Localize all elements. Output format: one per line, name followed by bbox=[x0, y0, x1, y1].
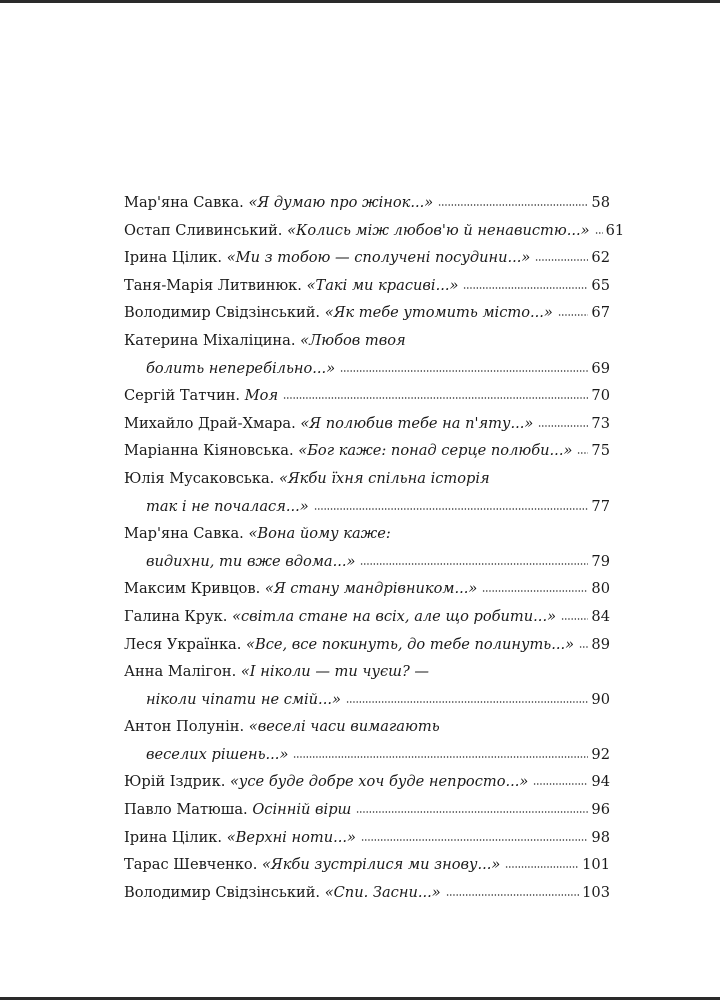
dot-leader bbox=[579, 646, 588, 648]
toc-entry bbox=[124, 713, 610, 741]
toc-title-continuation: видихни, ти вже вдома...» bbox=[146, 552, 356, 570]
toc-author: Леся Українка. bbox=[124, 635, 242, 653]
dot-leader bbox=[314, 508, 589, 510]
toc-page-number: 58 bbox=[591, 194, 610, 211]
toc-author: Юлія Мусаковська. bbox=[124, 469, 275, 487]
toc-page-number: 79 bbox=[591, 552, 610, 570]
dot-leader bbox=[293, 756, 588, 758]
dot-leader bbox=[283, 397, 588, 399]
toc-page-number: 65 bbox=[591, 276, 610, 294]
toc-title-continuation: ніколи чіпати не смій...» bbox=[146, 690, 341, 708]
toc-title-continuation: веселих рішень...» bbox=[146, 745, 289, 763]
dot-leader bbox=[446, 894, 579, 896]
toc-entry bbox=[124, 189, 610, 217]
toc-author: Мар'яна Савка. bbox=[124, 525, 244, 543]
dot-leader bbox=[340, 370, 588, 372]
toc-title-continuation: так і не почалася...» bbox=[146, 497, 309, 515]
toc-page-number: 61 bbox=[605, 221, 625, 239]
toc-title: «веселі часи вимагають bbox=[248, 718, 440, 736]
toc-entry bbox=[124, 465, 610, 493]
toc-title: «Бог каже: понад серце полюби...» bbox=[298, 442, 573, 460]
dot-leader bbox=[505, 866, 579, 868]
toc-entry bbox=[124, 575, 610, 603]
toc-title: «Все, все покинуть, до тебе полинуть...» bbox=[246, 635, 575, 653]
toc-title: «Якби зустрілися ми знову...» bbox=[262, 856, 501, 874]
toc-author: Таня-Марія Литвинюк. bbox=[124, 276, 302, 294]
toc-page-number: 75 bbox=[591, 442, 610, 460]
toc-page-number: 70 bbox=[591, 387, 610, 405]
toc-page-number: 77 bbox=[591, 497, 610, 515]
toc-author: Сергій Татчин. bbox=[124, 387, 241, 405]
toc-entry bbox=[124, 658, 610, 686]
page-edge-top bbox=[0, 0, 720, 3]
toc-author: Катерина Міхаліцина. bbox=[124, 331, 296, 349]
dot-leader bbox=[360, 563, 588, 565]
toc-page-number: 103 bbox=[582, 883, 610, 901]
toc-entry-continuation bbox=[124, 493, 610, 521]
toc-title: Осінній вірш bbox=[252, 801, 352, 819]
toc-entry bbox=[124, 851, 610, 879]
toc-page-number: 94 bbox=[591, 773, 610, 791]
toc-title: «Ми з тобою — сполучені посудини...» bbox=[226, 249, 531, 267]
toc-entry bbox=[124, 824, 610, 852]
toc-entry-continuation bbox=[124, 355, 610, 383]
toc-entry bbox=[124, 410, 610, 438]
toc-author: Галина Крук. bbox=[124, 607, 228, 625]
toc-author: Анна Малігон. bbox=[124, 663, 237, 681]
toc-entry bbox=[124, 217, 625, 245]
toc-page-number: 67 bbox=[591, 304, 610, 322]
toc-title: «І ніколи — ти чуєш? — bbox=[240, 663, 430, 681]
toc-title: «Якби їхня спільна історія bbox=[278, 469, 490, 487]
toc-page-number: 89 bbox=[591, 635, 610, 653]
dot-leader bbox=[438, 204, 588, 206]
toc-page-number: 62 bbox=[591, 249, 610, 267]
dot-leader bbox=[346, 701, 589, 703]
toc-title: «Спи. Засни...» bbox=[324, 883, 441, 901]
dot-leader bbox=[535, 259, 588, 261]
toc-title: «Як тебе утомить місто...» bbox=[324, 304, 553, 322]
toc-page-number: 80 bbox=[591, 580, 610, 598]
toc-title: «усе буде добре хоч буде непросто...» bbox=[229, 773, 529, 791]
toc-entry bbox=[124, 382, 610, 410]
toc-title: «Верхні ноти...» bbox=[226, 828, 356, 846]
table-of-contents bbox=[124, 189, 625, 906]
toc-author: Павло Матюша. bbox=[124, 801, 248, 819]
dot-leader bbox=[561, 618, 588, 620]
toc-title: «Я думаю про жінок...» bbox=[248, 194, 434, 211]
toc-entry bbox=[124, 520, 610, 548]
dot-leader bbox=[361, 839, 588, 841]
toc-entry-continuation bbox=[124, 741, 610, 769]
toc-author: Ірина Цілик. bbox=[124, 249, 223, 267]
toc-page-number: 101 bbox=[582, 856, 610, 874]
toc-entry bbox=[124, 603, 610, 631]
toc-author: Михайло Драй-Хмара. bbox=[124, 414, 296, 432]
toc-author: Маріанна Кіяновська. bbox=[124, 442, 294, 460]
toc-entry bbox=[124, 244, 610, 272]
toc-title: Моя bbox=[244, 387, 279, 405]
dot-leader bbox=[558, 314, 589, 316]
toc-author: Володимир Свідзінський. bbox=[124, 883, 321, 901]
dot-leader bbox=[482, 590, 588, 592]
toc-page-number: 69 bbox=[591, 359, 610, 377]
dot-leader bbox=[533, 783, 588, 785]
toc-title: «Колись між любов'ю й ненавистю...» bbox=[287, 221, 590, 239]
toc-page-number: 92 bbox=[591, 745, 610, 763]
toc-page-number: 84 bbox=[591, 607, 610, 625]
dot-leader bbox=[595, 232, 603, 234]
toc-author: Антон Полунін. bbox=[124, 718, 245, 736]
toc-entry bbox=[124, 327, 610, 355]
toc-title: «Я стану мандрівником...» bbox=[264, 580, 478, 598]
toc-author: Тарас Шевченко. bbox=[124, 856, 258, 874]
dot-leader bbox=[356, 811, 588, 813]
toc-title: «Вона йому каже: bbox=[248, 525, 391, 543]
toc-author: Остап Сливинський. bbox=[124, 221, 283, 239]
toc-title: «Я полюбив тебе на п'яту...» bbox=[300, 414, 534, 432]
toc-entry bbox=[124, 879, 610, 907]
toc-author: Максим Кривцов. bbox=[124, 580, 261, 598]
toc-title: «Любов твоя bbox=[300, 331, 406, 349]
dot-leader bbox=[463, 287, 588, 289]
toc-entry bbox=[124, 796, 610, 824]
toc-author: Ірина Цілик. bbox=[124, 828, 223, 846]
toc-entry bbox=[124, 437, 610, 465]
toc-author: Юрій Іздрик. bbox=[124, 773, 226, 791]
toc-author: Мар'яна Савка. bbox=[124, 194, 244, 211]
toc-title: «Такі ми красиві...» bbox=[306, 276, 459, 294]
toc-entry bbox=[124, 768, 610, 796]
toc-page-number: 73 bbox=[591, 414, 610, 432]
toc-entry-continuation bbox=[124, 548, 610, 576]
toc-page-number: 90 bbox=[591, 690, 610, 708]
toc-entry bbox=[124, 272, 610, 300]
toc-page-number: 96 bbox=[591, 801, 610, 819]
dot-leader bbox=[577, 452, 588, 454]
toc-entry bbox=[124, 631, 610, 659]
toc-title: «світла стане на всіх, але що робити...» bbox=[232, 607, 557, 625]
toc-title-continuation: болить неперебільно...» bbox=[146, 359, 336, 377]
toc-author: Володимир Свідзінський. bbox=[124, 304, 321, 322]
toc-entry bbox=[124, 299, 610, 327]
toc-page-number: 98 bbox=[591, 828, 610, 846]
dot-leader bbox=[538, 425, 588, 427]
toc-entry-continuation bbox=[124, 686, 610, 714]
